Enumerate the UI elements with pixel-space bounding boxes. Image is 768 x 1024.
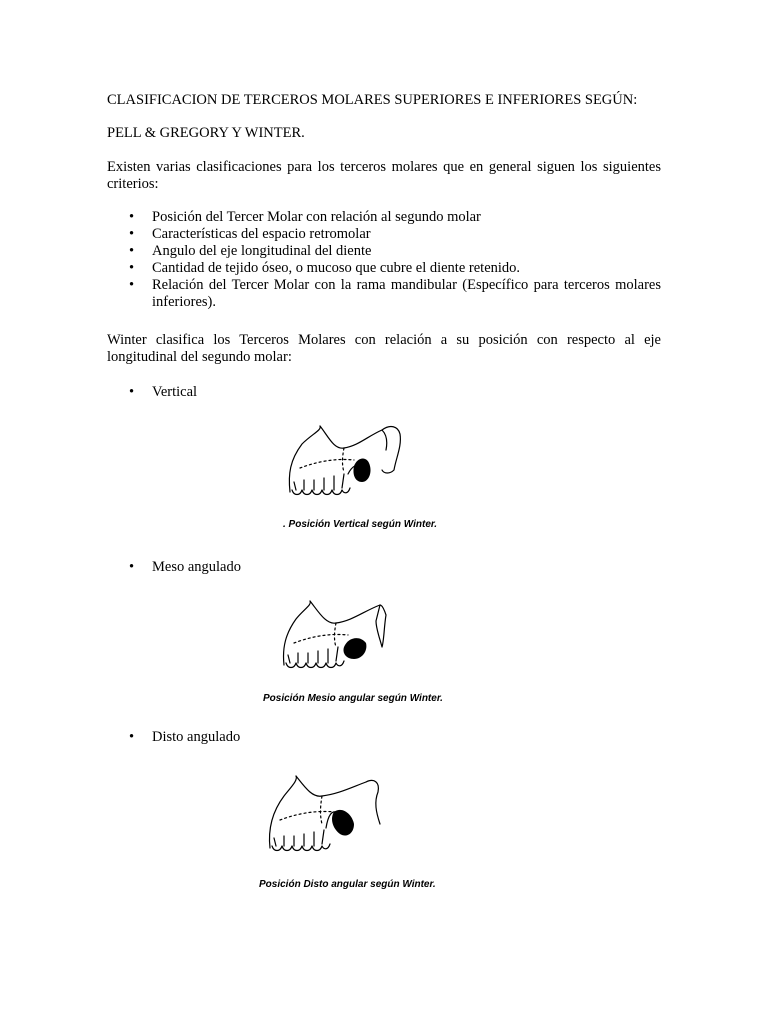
mesio-position-figure — [272, 595, 412, 675]
disto-position-figure — [262, 768, 422, 858]
criteria-item: • Posición del Tercer Molar con relación al segundo molar — [107, 209, 661, 226]
title-line-1: CLASIFICACION DE TERCEROS MOLARES SUPERIORES E INFERIORES SEGÚN: — [107, 92, 638, 108]
position-disto-label: • Disto angulado — [107, 729, 240, 746]
criteria-list — [107, 209, 661, 311]
vertical-caption: . Posición Vertical según Winter. — [283, 519, 438, 530]
criteria-item: • Características del espacio retromolar — [107, 226, 661, 243]
criteria-item: • Cantidad de tejido óseo, o mucoso que cubre el diente retenido. — [107, 260, 661, 277]
position-vertical-label: • Vertical — [107, 384, 197, 401]
mesio-caption: Posición Mesio angular según Winter. — [263, 693, 443, 704]
disto-caption: Posición Disto angular según Winter. — [259, 879, 436, 890]
criteria-item: • Angulo del eje longitudinal del diente — [107, 243, 661, 260]
winter-paragraph: Winter clasifica los Terceros Molares con relación a su posición con respecto al eje longitudinal del segundo molar: — [107, 332, 661, 365]
intro-paragraph: Existen varias clasificaciones para los terceros molares que en general siguen los siguientes criterios: — [107, 159, 661, 192]
criteria-item: • Relación del Tercer Molar con la rama mandibular (Específico para terceros molares inferiores). — [107, 277, 661, 311]
vertical-position-figure — [282, 422, 412, 502]
title-line-2: PELL & GREGORY Y WINTER. — [107, 125, 305, 141]
position-meso-label: • Meso angulado — [107, 559, 241, 576]
